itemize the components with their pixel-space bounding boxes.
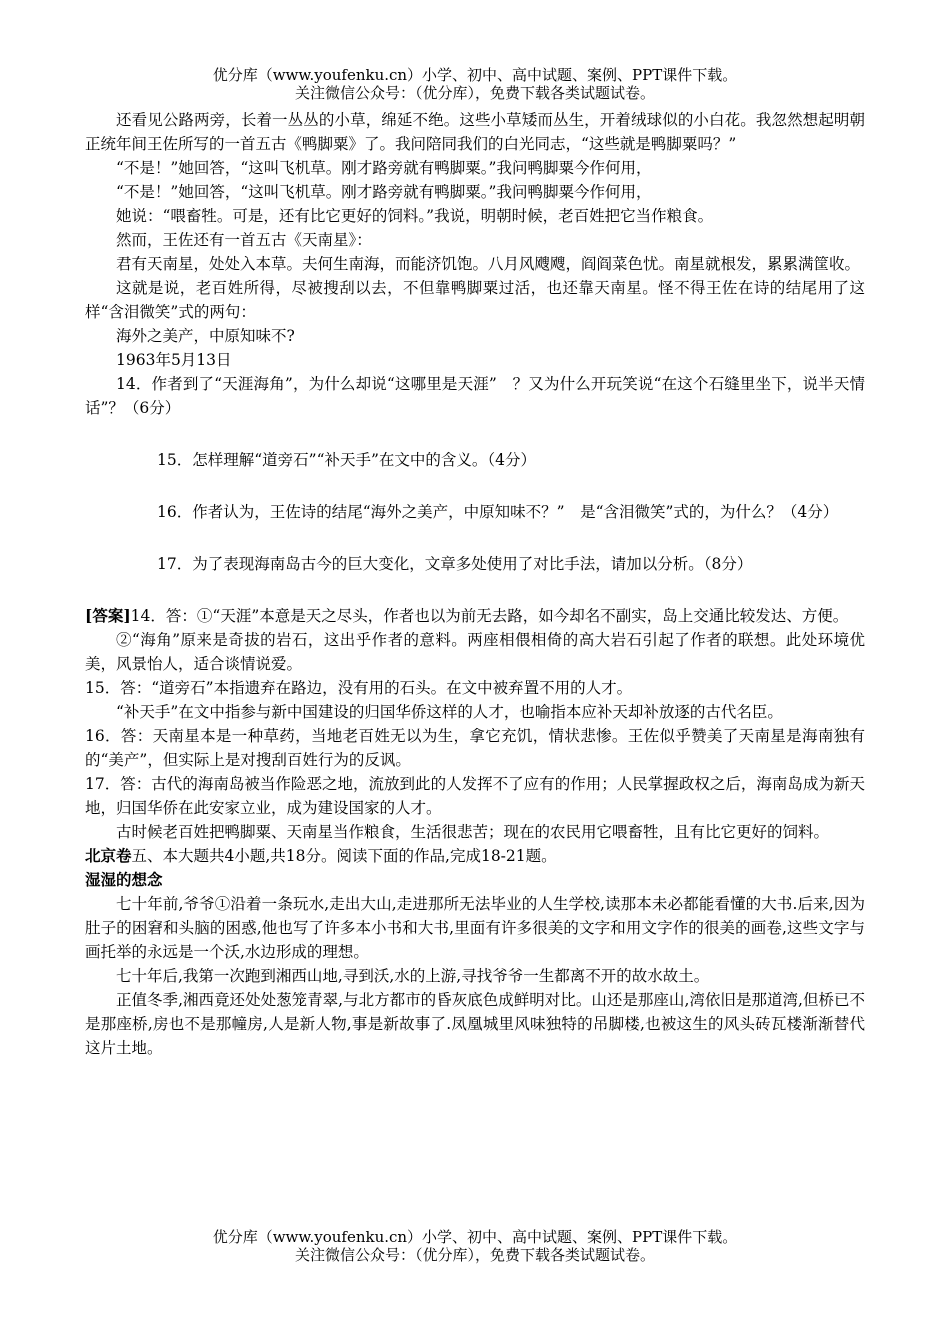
article-paragraph: 正值冬季,湘西竟还处处葱笼青翠,与北方都市的昏灰底色成鲜明对比。山还是那座山,湾依旧是那道湾,但桥已不是那座桥,房也不是那幢房,人是新人物,事是新故事了.凤凰城里风味独特的吊脚楼,也被这生的风头砖瓦楼渐渐替代这片土地。	[85, 991, 865, 1057]
passage-paragraph: “不是！”她回答，“这叫飞机草。刚才路旁就有鸭脚粟。”我问鸭脚粟今作何用，	[116, 159, 652, 177]
passage-paragraph: 这就是说，老百姓所得，尽被搜刮以去，不但靠鸭脚粟过活，也还靠天南星。怪不得王佐在诗的结尾用了这样“含泪微笑”式的两句：	[85, 279, 865, 321]
page-header	[0, 66, 950, 102]
answer-17-part-2: 古时候老百姓把鸭脚粟、天南星当作粮食，生活很悲苦；现在的农民用它喂畜牲，且有比它更好的饲料。	[116, 823, 830, 841]
answer-14	[85, 604, 865, 628]
article-paragraph: 七十年前,爷爷①沿着一条玩水,走出大山,走进那所无法毕业的人生学校,读那本未必都能看懂的大书.后来,因为肚子的困窘和头脑的困惑,他也写了许多本小书和大书,里面有许多很美的文字和用文字作的很美的画卷,这些文字与画托举的永远是一个沃,水边形成的理想。	[85, 895, 865, 961]
answer-14-part-2: ②“海角”原来是奇拔的岩石，这出乎作者的意料。两座相偎相倚的高大岩石引起了作者的联想。此处环境优美，风景怡人，适合谈情说爱。	[85, 631, 865, 673]
answer-17: 17．答：古代的海南岛被当作险恶之地，流放到此的人发挥不了应有的作用；人民掌握政权之后，海南岛成为新天地，归国华侨在此安家立业，成为建设国家的人才。	[85, 775, 865, 817]
document-body	[85, 108, 865, 1060]
article-paragraph: 七十年后,我第一次跑到湘西山地,寻到沃,水的上游,寻找爷爷一生都离不开的故水故土。	[116, 967, 710, 985]
beijing-label: 北京卷	[85, 846, 132, 865]
answer-16: 16．答：天南星本是一种草药，当地老百姓无以为生，拿它充饥，情状悲惨。王佐似乎赞美了天南星是海南独有的“美产”，但实际上是对搜刮百姓行为的反讽。	[85, 727, 865, 769]
question-15: 15．怎样理解“道旁石”“补天手”在文中的含义。（4分）	[157, 451, 537, 469]
passage-date: 1963年5月13日	[116, 351, 232, 369]
answer-15: 15．答：“道旁石”本指遗弃在路边，没有用的石头。在文中被弃置不用的人才。	[85, 679, 633, 697]
passage-paragraph: “不是！”她回答，“这叫飞机草。刚才路旁就有鸭脚粟。”我问鸭脚粟今作何用，	[116, 183, 652, 201]
answer-15-part-2: “补天手”在文中指参与新中国建设的归国华侨这样的人才，也喻指本应补天却补放逐的古代名臣。	[116, 703, 783, 721]
question-16: 16．作者认为，王佐诗的结尾“海外之美产，中原知味不？” 是“含泪微笑”式的，为什么？（4分）	[157, 503, 839, 521]
poem-quote: 海外之美产，中原知味不?	[116, 327, 295, 345]
page-footer	[0, 1228, 950, 1264]
poem-quote: 君有天南星，处处入本草。夫何生南海，而能济饥饱。八月风飕飕，阎阎菜色忧。南星就根发，累累满筐收。	[116, 255, 861, 273]
answer-label: [答案]	[85, 606, 131, 625]
header-line-2: 关注微信公众号：（优分库），免费下载各类试题试卷。	[294, 84, 655, 102]
passage-paragraph: 然而，王佐还有一首五古《天南星》：	[116, 231, 372, 249]
beijing-section-intro	[85, 844, 865, 868]
passage-paragraph: 她说：“喂畜牲。可是，还有比它更好的饲料。”我说，明朝时候，老百姓把它当作粮食。	[116, 207, 714, 225]
passage-paragraph: 还看见公路两旁，长着一丛丛的小草，绵延不绝。这些小草矮而丛生，开着绒球似的小白花。我忽然想起明朝正统年间王佐所写的一首五古《鸭脚粟》了。我问陪同我们的白光同志，“这些就是鸭脚粟吗？”	[85, 111, 865, 153]
beijing-intro-text: 五、本大题共4小题,共18分。阅读下面的作品,完成18-21题。	[131, 847, 557, 865]
header-line-1: 优分库（www.youfenku.cn）小学、初中、高中试题、案例、PPT课件下载。	[212, 66, 738, 84]
article-title: 湿湿的想念	[85, 870, 163, 889]
question-17: 17．为了表现海南岛古今的巨大变化，文章多处使用了对比手法，请加以分析。（8分）	[157, 555, 753, 573]
answer-14-text: 14．答：①“天涯”本意是天之尽头，作者也以为前无去路，如今却名不副实，岛上交通比较发达、方便。	[130, 607, 849, 625]
footer-line-2: 关注微信公众号：（优分库），免费下载各类试题试卷。	[294, 1246, 655, 1264]
footer-line-1: 优分库（www.youfenku.cn）小学、初中、高中试题、案例、PPT课件下载。	[212, 1228, 738, 1246]
question-14: 14．作者到了“天涯海角”，为什么却说“这哪里是天涯” ？又为什么开玩笑说“在这个石缝里坐下，说半天情话”？（6分）	[85, 375, 865, 417]
